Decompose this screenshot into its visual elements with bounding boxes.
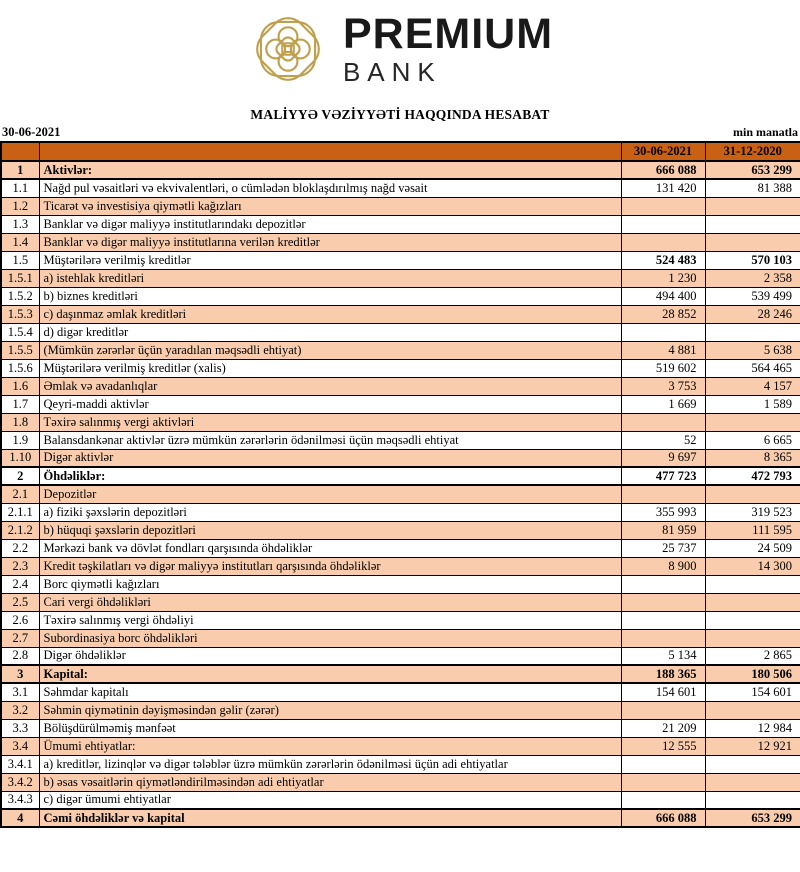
row-no: 3.4.2 [1, 773, 39, 791]
table-row [1, 269, 800, 287]
row-no: 1.5.4 [1, 323, 39, 341]
row-no: 1 [1, 161, 39, 179]
row-value-previous: 154 601 [705, 683, 800, 701]
financial-position-table [0, 141, 800, 828]
row-value-previous: 5 638 [705, 341, 800, 359]
row-no: 3.3 [1, 719, 39, 737]
row-label: Əmlak və avadanlıqlar [39, 377, 621, 395]
row-label: Banklar və digər maliyyə institutlarına verilən kreditlər [39, 233, 621, 251]
row-value-previous [705, 755, 800, 773]
row-no: 2 [1, 467, 39, 485]
table-row [1, 719, 800, 737]
row-no: 4 [1, 809, 39, 827]
row-value-previous: 180 506 [705, 665, 800, 683]
table-row [1, 755, 800, 773]
table-row [1, 611, 800, 629]
row-no: 2.1.1 [1, 503, 39, 521]
row-value-current: 666 088 [621, 809, 705, 827]
table-row [1, 233, 800, 251]
row-label: Müştərilərə verilmiş kreditlər [39, 251, 621, 269]
row-value-current: 5 134 [621, 647, 705, 665]
row-value-previous [705, 197, 800, 215]
row-no: 2.8 [1, 647, 39, 665]
row-value-previous: 653 299 [705, 809, 800, 827]
row-no: 1.5.2 [1, 287, 39, 305]
row-value-previous: 564 465 [705, 359, 800, 377]
table-row [1, 629, 800, 647]
row-value-previous: 319 523 [705, 503, 800, 521]
table-header-row [1, 142, 800, 161]
report-date: 30-06-2021 [2, 125, 61, 139]
bank-name-sub: BANK [342, 57, 442, 87]
row-no: 1.5 [1, 251, 39, 269]
row-value-current [621, 791, 705, 809]
row-no: 1.5.3 [1, 305, 39, 323]
row-value-previous [705, 323, 800, 341]
row-value-current: 8 900 [621, 557, 705, 575]
table-row [1, 701, 800, 719]
row-value-previous [705, 611, 800, 629]
row-value-previous: 8 365 [705, 449, 800, 467]
row-value-previous: 472 793 [705, 467, 800, 485]
table-row [1, 665, 800, 683]
table-row [1, 503, 800, 521]
row-value-previous [705, 791, 800, 809]
row-value-current: 188 365 [621, 665, 705, 683]
row-value-current [621, 701, 705, 719]
row-no: 2.5 [1, 593, 39, 611]
row-no: 1.5.1 [1, 269, 39, 287]
row-no: 1.4 [1, 233, 39, 251]
row-no: 1.2 [1, 197, 39, 215]
row-value-current: 21 209 [621, 719, 705, 737]
row-label: Səhmdar kapitalı [39, 683, 621, 701]
table-row [1, 161, 800, 179]
table-row [1, 305, 800, 323]
table-row [1, 521, 800, 539]
row-value-previous: 24 509 [705, 539, 800, 557]
row-value-current: 519 602 [621, 359, 705, 377]
row-label: Qeyri-maddi aktivlər [39, 395, 621, 413]
row-no: 1.3 [1, 215, 39, 233]
row-value-current [621, 233, 705, 251]
row-no: 1.10 [1, 449, 39, 467]
table-row [1, 431, 800, 449]
table-row [1, 467, 800, 485]
row-no: 3.4.1 [1, 755, 39, 773]
header-current-period: 30-06-2021 [621, 142, 705, 161]
row-value-previous [705, 701, 800, 719]
row-value-previous: 28 246 [705, 305, 800, 323]
row-no: 1.6 [1, 377, 39, 395]
row-value-current: 1 669 [621, 395, 705, 413]
row-label: Ticarət və investisiya qiymətli kağızları [39, 197, 621, 215]
table-row [1, 557, 800, 575]
row-label: Borc qiymətli kağızları [39, 575, 621, 593]
table-row [1, 179, 800, 197]
row-label: c) daşınmaz əmlak kreditləri [39, 305, 621, 323]
row-no: 2.6 [1, 611, 39, 629]
row-label: (Mümkün zərərlər üçün yaradılan məqsədli ehtiyat) [39, 341, 621, 359]
row-value-previous [705, 233, 800, 251]
report-table-body [1, 161, 800, 827]
row-label: Nağd pul vəsaitləri və ekvivalentləri, o cümlədən bloklaşdırılmış nağd vəsait [39, 179, 621, 197]
row-label: a) kreditlər, lizinqlər və digər tələblər üzrə mümkün zərərlərin ödənilməsi üçün adi ehtiyatlar [39, 755, 621, 773]
row-label: a) istehlak kreditləri [39, 269, 621, 287]
row-value-previous [705, 773, 800, 791]
row-label: b) əsas vəsaitlərin qiymətləndirilməsindən adi ehtiyatlar [39, 773, 621, 791]
table-row [1, 251, 800, 269]
row-value-current [621, 773, 705, 791]
row-label: Digər öhdəliklər [39, 647, 621, 665]
table-row [1, 485, 800, 503]
report-title: MALİYYƏ VƏZİYYƏTİ HAQQINDA HESABAT [250, 107, 550, 122]
bank-logo [0, 5, 800, 93]
table-header [1, 142, 800, 161]
row-no: 1.1 [1, 179, 39, 197]
row-value-current [621, 575, 705, 593]
row-value-current: 9 697 [621, 449, 705, 467]
row-no: 3.2 [1, 701, 39, 719]
table-row [1, 341, 800, 359]
row-no: 1.7 [1, 395, 39, 413]
row-value-previous [705, 215, 800, 233]
row-no: 3.4.3 [1, 791, 39, 809]
row-label: Cari vergi öhdəlikləri [39, 593, 621, 611]
row-value-current: 666 088 [621, 161, 705, 179]
row-no: 3.1 [1, 683, 39, 701]
table-row [1, 647, 800, 665]
table-row [1, 683, 800, 701]
row-value-previous [705, 413, 800, 431]
row-value-current [621, 485, 705, 503]
row-value-current [621, 755, 705, 773]
row-value-current: 355 993 [621, 503, 705, 521]
table-row [1, 773, 800, 791]
row-value-current: 3 753 [621, 377, 705, 395]
row-label: Öhdəliklər: [39, 467, 621, 485]
row-label: d) digər kreditlər [39, 323, 621, 341]
table-row [1, 377, 800, 395]
row-label: Bölüşdürülməmiş mənfəət [39, 719, 621, 737]
table-row [1, 287, 800, 305]
row-value-previous: 2 358 [705, 269, 800, 287]
row-no: 2.7 [1, 629, 39, 647]
row-label: Mərkəzi bank və dövlət fondları qarşısında öhdəliklər [39, 539, 621, 557]
bank-name: PREMIUM [342, 10, 554, 58]
table-row [1, 395, 800, 413]
table-row [1, 449, 800, 467]
row-no: 2.2 [1, 539, 39, 557]
row-value-current [621, 629, 705, 647]
row-label: b) biznes kreditləri [39, 287, 621, 305]
row-value-current [621, 593, 705, 611]
row-value-previous [705, 593, 800, 611]
row-label: Təxirə salınmış vergi öhdəliyi [39, 611, 621, 629]
row-label: Kapital: [39, 665, 621, 683]
row-value-current: 4 881 [621, 341, 705, 359]
row-label: Banklar və digər maliyyə institutlarındakı depozitlər [39, 215, 621, 233]
row-value-previous: 539 499 [705, 287, 800, 305]
table-row [1, 359, 800, 377]
row-value-previous [705, 629, 800, 647]
table-row [1, 215, 800, 233]
row-value-current [621, 611, 705, 629]
row-no: 2.3 [1, 557, 39, 575]
row-label: Subordinasiya borc öhdəlikləri [39, 629, 621, 647]
table-row [1, 323, 800, 341]
row-label: a) fiziki şəxslərin depozitləri [39, 503, 621, 521]
row-no: 2.1.2 [1, 521, 39, 539]
row-label: Təxirə salınmış vergi aktivləri [39, 413, 621, 431]
row-value-previous: 14 300 [705, 557, 800, 575]
row-value-previous: 653 299 [705, 161, 800, 179]
row-value-previous: 1 589 [705, 395, 800, 413]
row-value-current: 81 959 [621, 521, 705, 539]
bank-emblem-knot-icon [247, 8, 329, 90]
row-value-current: 28 852 [621, 305, 705, 323]
table-row [1, 809, 800, 827]
report-meta [0, 125, 800, 141]
bank-wordmark [342, 10, 554, 87]
unit-note: min manatla [732, 125, 798, 139]
row-no: 1.5.6 [1, 359, 39, 377]
row-value-previous [705, 575, 800, 593]
row-value-previous: 570 103 [705, 251, 800, 269]
row-no: 3 [1, 665, 39, 683]
header-no-cell [1, 142, 39, 161]
row-label: c) digər ümumi ehtiyatlar [39, 791, 621, 809]
row-label: Kredit təşkilatları və digər maliyyə institutları qarşısında öhdəliklər [39, 557, 621, 575]
row-value-previous: 4 157 [705, 377, 800, 395]
row-value-previous: 6 665 [705, 431, 800, 449]
row-value-current: 1 230 [621, 269, 705, 287]
row-value-previous: 12 921 [705, 737, 800, 755]
row-value-current: 154 601 [621, 683, 705, 701]
header-previous-period: 31-12-2020 [705, 142, 800, 161]
row-no: 1.9 [1, 431, 39, 449]
row-value-current [621, 197, 705, 215]
row-label: Müştərilərə verilmiş kreditlər (xalis) [39, 359, 621, 377]
table-row [1, 197, 800, 215]
header-label-cell [39, 142, 621, 161]
row-no: 1.8 [1, 413, 39, 431]
row-value-current: 25 737 [621, 539, 705, 557]
row-value-previous: 111 595 [705, 521, 800, 539]
row-value-previous: 12 984 [705, 719, 800, 737]
report-page [0, 5, 800, 828]
row-value-previous: 81 388 [705, 179, 800, 197]
row-value-current: 12 555 [621, 737, 705, 755]
row-value-previous: 2 865 [705, 647, 800, 665]
row-no: 2.4 [1, 575, 39, 593]
table-row [1, 791, 800, 809]
row-no: 2.1 [1, 485, 39, 503]
row-no: 1.5.5 [1, 341, 39, 359]
table-row [1, 737, 800, 755]
row-value-current [621, 413, 705, 431]
table-row [1, 539, 800, 557]
row-value-current [621, 323, 705, 341]
row-value-current: 524 483 [621, 251, 705, 269]
row-label: Digər aktivlər [39, 449, 621, 467]
row-label: Ümumi ehtiyatlar: [39, 737, 621, 755]
row-label: b) hüquqi şəxslərin depozitləri [39, 521, 621, 539]
row-label: Səhmin qiymətinin dəyişməsindən gəlir (zərər) [39, 701, 621, 719]
table-row [1, 575, 800, 593]
table-row [1, 593, 800, 611]
row-label: Balansdankənar aktivlər üzrə mümkün zərərlərin ödənilməsi üçün məqsədli ehtiyat [39, 431, 621, 449]
table-row [1, 413, 800, 431]
row-value-current: 494 400 [621, 287, 705, 305]
row-value-current: 52 [621, 431, 705, 449]
row-label: Aktivlər: [39, 161, 621, 179]
row-label: Depozitlər [39, 485, 621, 503]
row-label: Cəmi öhdəliklər və kapital [39, 809, 621, 827]
row-value-current: 131 420 [621, 179, 705, 197]
row-value-previous [705, 485, 800, 503]
row-value-current [621, 215, 705, 233]
row-no: 3.4 [1, 737, 39, 755]
row-value-current: 477 723 [621, 467, 705, 485]
